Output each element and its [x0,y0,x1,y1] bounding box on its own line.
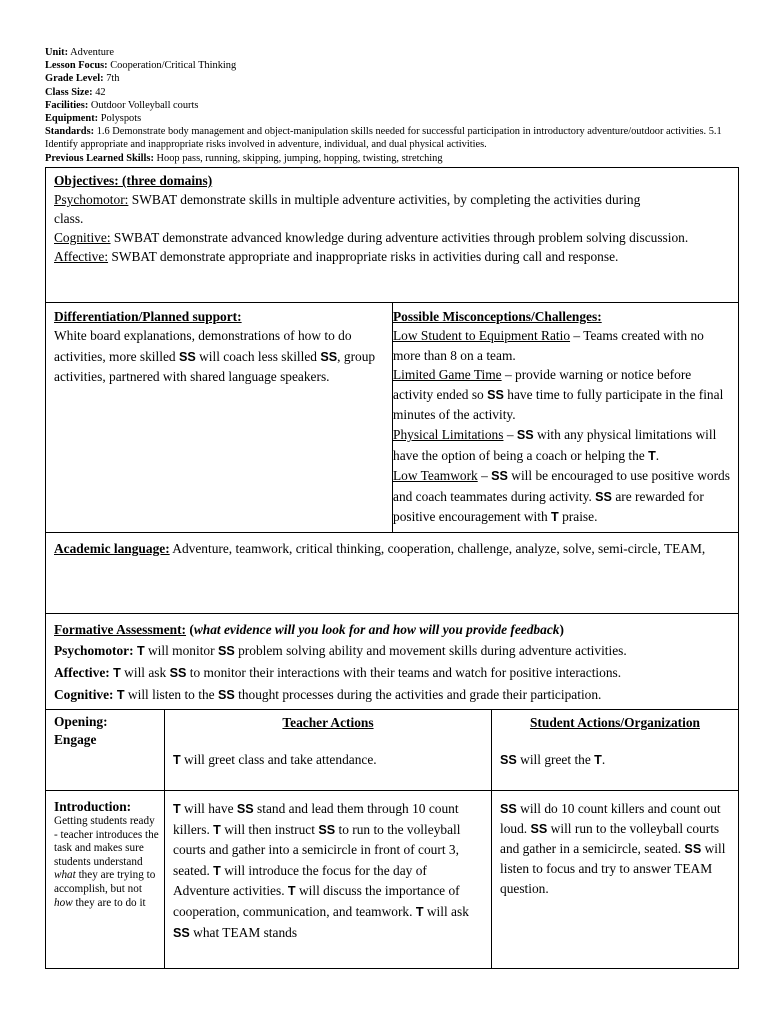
prev-skills-line: Previous Learned Skills: Hoop pass, running, skipping, jumping, hopping, twisting, stretching [45,152,443,164]
misconception-item-ratio: Low Student to Equipment Ratio – Teams created with no more than 8 on a team. [393,328,704,363]
academic-language-section [45,532,739,614]
grade-line: Grade Level: 7th [45,73,120,85]
objective-psychomotor: Psychomotor: SWBAT demonstrate skills in multiple adventure activities, by completing the activities during class. [54,192,641,226]
differentiation-title: Differentiation/Planned support: [54,309,242,324]
student-actions-header: Student Actions/Organization [529,715,700,730]
misconception-item-time: Limited Game Time – provide warning or notice before activity ended so SS have time to fully participate in the final minutes of the activity. [393,367,724,423]
equipment-line: Equipment: Polyspots [45,113,142,125]
opening-student-text: SS will greet the T. [500,752,606,767]
focus-line: Lesson Focus: Cooperation/Critical Thinking [45,60,237,72]
differentiation-cell [46,303,393,532]
academic-title: Academic language: [54,541,170,556]
academic-text: Adventure, teamwork, critical thinking, cooperation, challenge, analyze, solve, semi-circle, TEAM, [169,541,706,556]
introduction-teacher-cell: T will have SS stand and lead them through 10 count killers. T will then instruct SS to run to the volleyball courts and gather into a semicircle in front of court 3, seated. T will introduce the focus for the day of Adventure activities. T will discuss the importance of cooperation, communication, and teamwork. T will ask SS what TEAM stands [165,791,492,969]
facilities-line: Facilities: Outdoor Volleyball courts [45,99,199,111]
teacher-actions-header: Teacher Actions [282,715,374,730]
objective-affective: Affective: SWBAT demonstrate appropriate and inappropriate risks in activities during call and response. [54,249,619,264]
introduction-description: Getting students ready - teacher introduces the task and makes sure students understand what they are trying to accomplish, but not how they are to do it [54,815,159,909]
formative-cognitive: Cognitive: T will listen to the SS thought processes during the activities and grade their participation. [54,687,602,702]
opening-teacher-cell [165,710,492,790]
support-challenges-section [45,302,739,533]
unit-line: Unit: Adventure [45,47,114,58]
opening-label-cell: Opening: Engage [46,710,165,790]
procedure-table [45,709,739,969]
formative-psychomotor: Psychomotor: T will monitor SS problem solving ability and movement skills during adventure activities. [54,643,627,658]
differentiation-text: White board explanations, demonstrations of how to do activities, more skilled SS will coach less skilled SS, group activities, partnered with shared language speakers. [54,328,376,384]
introduction-student-cell: SS will do 10 count killers and count out loud. SS will run to the volleyball courts and gather in a semicircle, seated. SS will listen to focus and try to answer TEAM question. [500,801,726,896]
opening-student-cell [492,710,738,790]
table-row [46,791,738,969]
misconceptions-cell [393,303,738,532]
objectives-section [45,167,739,303]
misconception-item-physical: Physical Limitations – SS with any physical limitations will have the option of being a coach or helping the T. [393,426,717,463]
misconceptions-title: Possible Misconceptions/Challenges: [393,309,602,324]
lesson-header [45,46,735,165]
table-row [46,710,738,791]
objective-cognitive: Cognitive: SWBAT demonstrate advanced knowledge during adventure activities through problem solving discussion. [54,230,689,245]
introduction-label-cell: Introduction: Getting students ready - teacher introduces the task and makes sure students understand what they are trying to accomplish, but not how they are to do it [46,791,165,969]
formative-assessment-section [45,613,739,710]
standards-line: Standards: 1.6 Demonstrate body management and object-manipulation skills needed for successful participation in introductory adventure/outdoor activities. 5.1 Identify appropriate and inappropriate risks involved in adventure, individual, and dual physical activities. [45,126,722,151]
opening-teacher-text: T will greet class and take attendance. [173,752,377,767]
misconception-item-teamwork: Low Teamwork – SS will be encouraged to use positive words and coach teammates during activity. SS are rewarded for positive encouragement with T praise. [393,468,730,525]
formative-affective: Affective: T will ask SS to monitor their interactions with their teams and watch for positive interactions. [54,665,622,680]
objectives-title: Objectives: (three domains) [54,173,213,188]
formative-title-line: Formative Assessment: (what evidence will you look for and how will you provide feedback) [54,622,564,637]
size-line: Class Size: 42 [45,86,106,98]
